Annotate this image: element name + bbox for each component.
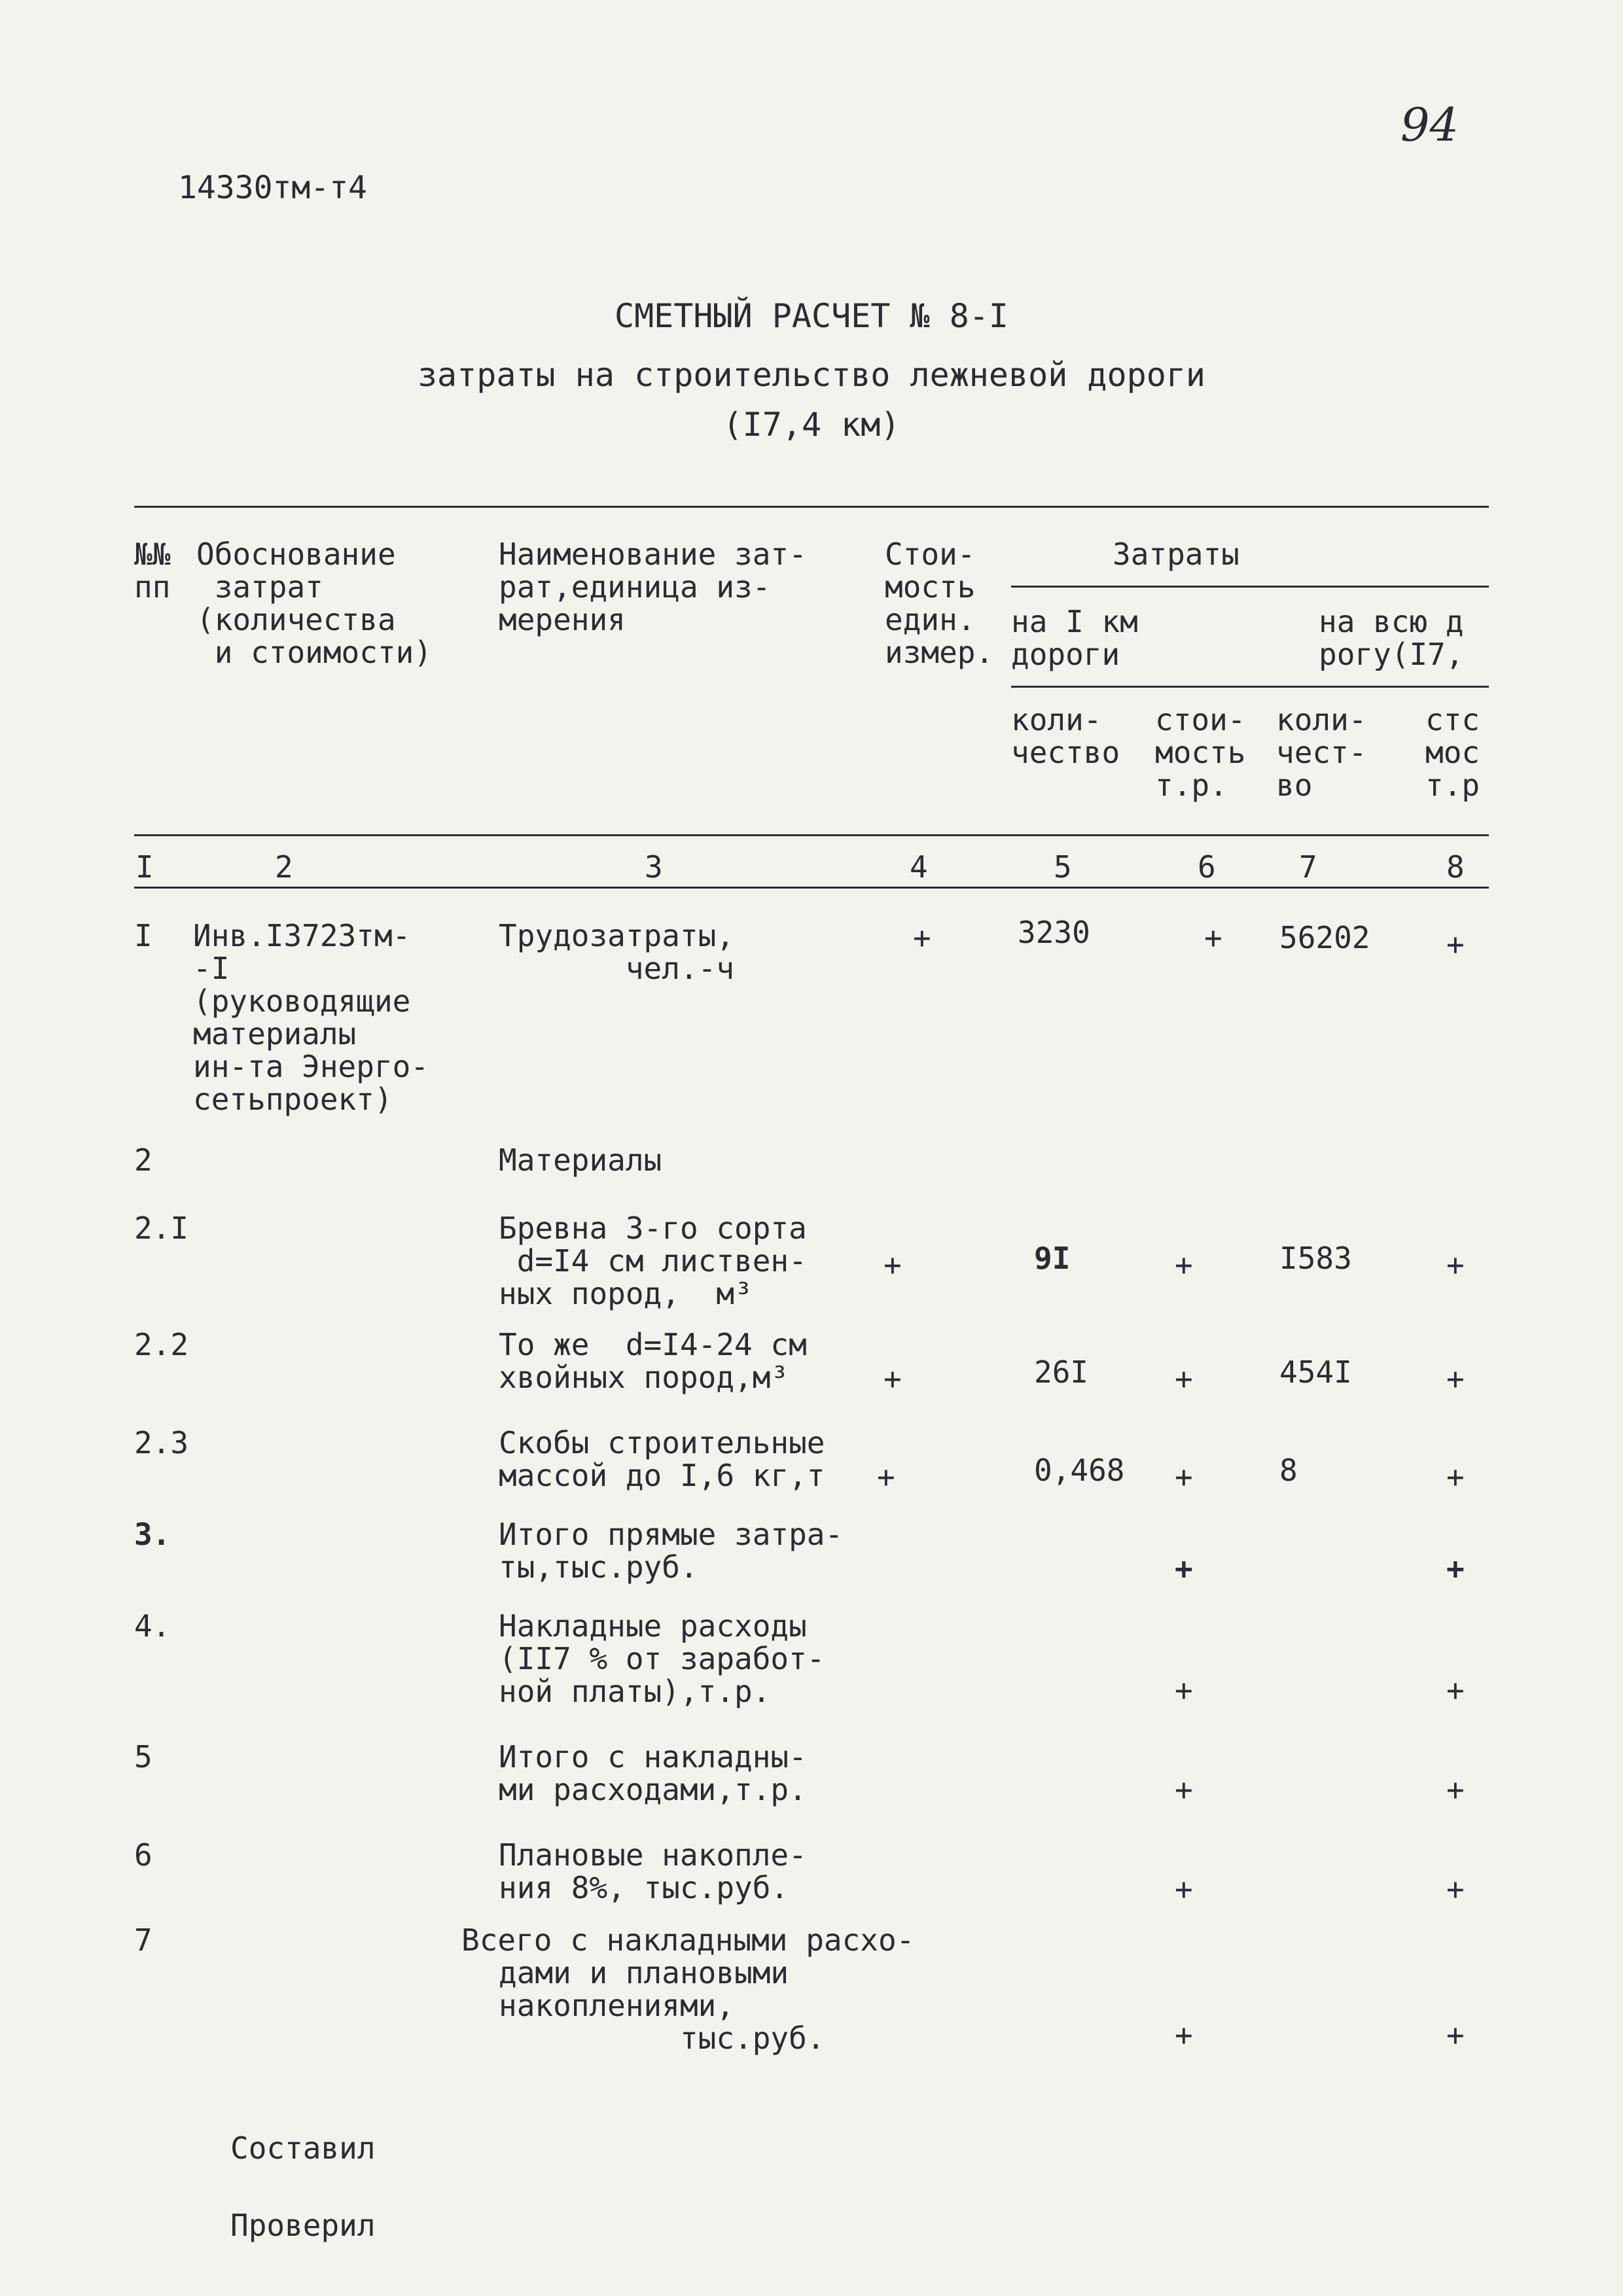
row4-name: Накладные расходы (II7 % от заработ- ной платы),т.р. [499, 1608, 825, 1709]
header-whole-road: на всю д рогу(I7, [1319, 605, 1464, 671]
row1-cost-whole: + [1446, 927, 1465, 962]
colnum-2: 2 [275, 849, 293, 885]
colnum-6: 6 [1198, 849, 1216, 885]
row2-1-num: 2.I [134, 1210, 189, 1246]
row3-num: 3. [134, 1517, 171, 1552]
row2-2-cost-per-km: + [1175, 1361, 1193, 1396]
row2-2-name: То же d=I4-24 см хвойных пород,м³ [499, 1327, 807, 1395]
header-qty-whole: коли- чест- во [1276, 702, 1367, 803]
row2-1-qty-per-km: 9I [1034, 1241, 1071, 1276]
row2-1-unit-cost: + [883, 1247, 902, 1282]
row2-3-cost-whole: + [1446, 1459, 1465, 1494]
row1-qty-per-km: 3230 [1018, 915, 1090, 950]
row1-unit-cost: + [913, 920, 931, 955]
row2-1-cost-whole: + [1446, 1247, 1465, 1282]
row4-num: 4. [134, 1608, 171, 1644]
row7-num: 7 [134, 1922, 152, 1958]
header-unit-cost: Стои- мость един. измер. [885, 537, 994, 670]
header-costs: Затраты [1113, 537, 1240, 572]
costs-rule [1011, 586, 1489, 588]
row4-cost-per-km: + [1175, 1672, 1193, 1708]
header-cost-whole: стс мос т.р [1425, 703, 1480, 802]
row7-cost-whole: + [1446, 2017, 1465, 2053]
row4-cost-whole: + [1446, 1672, 1465, 1708]
row6-num: 6 [134, 1837, 152, 1873]
row5-cost-whole: + [1446, 1772, 1465, 1807]
header-num: №№ пп [134, 537, 171, 605]
row1-name: Трудозатраты, чел.-ч [499, 918, 735, 986]
row2-3-name: Скобы строительные массой до I,6 кг,т [499, 1425, 825, 1493]
header-qty-per-km: коли- чество [1011, 702, 1120, 770]
doc-code: 14330тм-т4 [178, 169, 367, 206]
row2-3-qty-whole: 8 [1279, 1453, 1298, 1488]
compiled-by-label: Составил [230, 2130, 376, 2166]
page-number: 94 [1400, 98, 1459, 152]
column-numbers-rule [134, 887, 1489, 889]
row2-num: 2 [134, 1142, 152, 1178]
row3-cost-per-km: + [1175, 1551, 1193, 1586]
row2-3-num: 2.3 [134, 1425, 189, 1460]
colnum-8: 8 [1446, 849, 1465, 885]
header-cost-per-km: стои- мость т.р. [1155, 702, 1246, 803]
table-top-rule [134, 506, 1489, 508]
road-length: (I7,4 км) [722, 406, 901, 444]
row2-name: Материалы [499, 1142, 662, 1178]
row1-basis: Инв.I3723тм- -I (руководящие материалы ин-та Энерго- сетьпроект) [193, 918, 429, 1117]
row6-cost-per-km: + [1175, 1871, 1193, 1907]
colnum-5: 5 [1054, 849, 1072, 885]
row1-qty-whole: 56202 [1279, 920, 1370, 955]
row1-cost-per-km: + [1204, 920, 1222, 955]
row2-2-num: 2.2 [134, 1327, 189, 1362]
document-title: СМЕТНЫЙ РАСЧЕТ № 8-I [614, 297, 1009, 335]
colnum-1: I [135, 849, 154, 885]
row1-num: I [134, 918, 152, 953]
row5-num: 5 [134, 1739, 152, 1775]
colnum-7: 7 [1299, 849, 1317, 885]
header-basis: Обоснование затрат (количества и стоимости) [196, 537, 433, 670]
row2-1-cost-per-km: + [1175, 1247, 1193, 1282]
header-per-km: на I км дороги [1011, 604, 1138, 672]
row2-3-cost-per-km: + [1175, 1459, 1193, 1494]
row6-cost-whole: + [1446, 1871, 1465, 1907]
row2-3-qty-per-km: 0,468 [1034, 1453, 1125, 1488]
row3-name: Итого прямые затра- ты,тыс.руб. [499, 1517, 844, 1585]
row2-2-qty-per-km: 26I [1034, 1354, 1089, 1390]
row2-3-unit-cost: + [877, 1459, 895, 1494]
row3-cost-whole: + [1446, 1551, 1465, 1586]
row2-2-qty-whole: 454I [1279, 1354, 1352, 1390]
checked-by-label: Проверил [230, 2208, 376, 2243]
row2-2-unit-cost: + [883, 1361, 902, 1396]
document-subtitle: затраты на строительство лежневой дороги [417, 356, 1206, 394]
row7-cost-per-km: + [1175, 2017, 1193, 2053]
row7-name: Всего с накладными расхо- дами и плановыми накоплениями, тыс.руб. [461, 1922, 915, 2056]
header-bottom-rule [134, 834, 1489, 836]
row5-name: Итого с накладны- ми расходами,т.р. [499, 1739, 807, 1807]
row2-2-cost-whole: + [1446, 1361, 1465, 1396]
row6-name: Плановые накопле- ния 8%, тыс.руб. [499, 1837, 807, 1905]
row2-1-qty-whole: I583 [1279, 1241, 1352, 1276]
colnum-3: 3 [645, 849, 663, 885]
colnum-4: 4 [910, 849, 928, 885]
row5-cost-per-km: + [1175, 1772, 1193, 1807]
header-name: Наименование зат- рат,единица из- мерения [499, 537, 807, 637]
subheader-rule [1011, 686, 1489, 688]
row2-1-name: Бревна 3-го сорта d=I4 см листвен- ных пород, м³ [499, 1210, 807, 1311]
